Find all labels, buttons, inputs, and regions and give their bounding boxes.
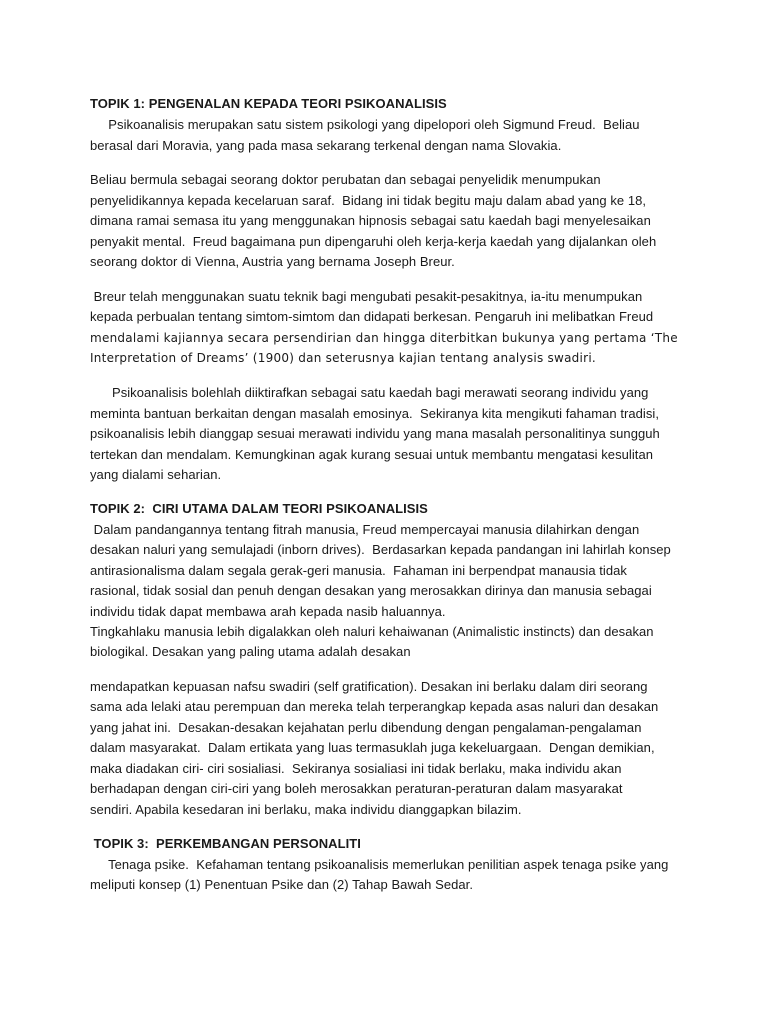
topic-1-heading: TOPIK 1: PENGENALAN KEPADA TEORI PSIKOANALISIS (90, 96, 447, 111)
paragraph-line: psikoanalisis lebih dianggap sesuai merawati individu yang mana masalah personalitinya sungguh (90, 426, 660, 441)
paragraph-line: kepada perbualan tentang simtom-simtom dan didapati berkesan. Pengaruh ini melibatkan Freud (90, 309, 654, 324)
paragraph-line: dalam masyarakat. Dalam ertikata yang luas termasuklah juga kekeluargaan. Dengan demikian, (90, 740, 655, 755)
paragraph-line: Dalam pandangannya tentang fitrah manusia, Freud mempercayai manusia dilahirkan dengan (90, 522, 640, 537)
paragraph-line: meliputi konsep (1) Penentuan Psike dan (2) Tahap Bawah Sedar. (90, 877, 473, 892)
paragraph-line: Psikoanalisis merupakan satu sistem psikologi yang dipelopori oleh Sigmund Freud. Beliau (90, 117, 640, 132)
paragraph-line: Tingkahlaku manusia lebih digalakkan oleh naluri kehaiwanan (Animalistic instincts) dan desakan (90, 624, 654, 639)
paragraph-line: rasional, tidak sosial dan penuh dengan desakan yang merosakkan dirinya dan manusia sebagai (90, 583, 652, 598)
paragraph-line: seorang doktor di Vienna, Austria yang bernama Joseph Breur. (90, 254, 455, 269)
paragraph-line: maka diadakan ciri- ciri sosialiasi. Sekiranya sosialiasi ini tidak berlaku, maka individu akan (90, 761, 622, 776)
paragraph-line: meminta bantuan berkaitan dengan masalah emosinya. Sekiranya kita mengikuti fahaman tradisi, (90, 406, 660, 421)
paragraph-line: Tenaga psike. Kefahaman tentang psikoanalisis memerlukan penilitian aspek tenaga psike yang (90, 857, 669, 872)
topic-3-heading: TOPIK 3: PERKEMBANGAN PERSONALITI (90, 836, 361, 851)
paragraph-line: yang jahat ini. Desakan-desakan kejahatan perlu dibendung dengan pengalaman-pengalaman (90, 720, 642, 735)
paragraph-line: penyelidikannya kepada kecelaruan saraf. Bidang ini tidak begitu maju dalam abad yang ke 18, (90, 193, 647, 208)
paragraph-line: Beliau bermula sebagai seorang doktor perubatan dan sebagai penyelidik menumpukan (90, 172, 601, 187)
paragraph-line: Interpretation of Dreams’ (1900) dan seterusnya kajian tentang analysis swadiri. (90, 351, 596, 365)
paragraph-line: penyakit mental. Freud bagaimana pun dipengaruhi oleh kerja-kerja kaedah yang dijalankan oleh (90, 234, 657, 249)
paragraph-line: berasal dari Moravia, yang pada masa sekarang terkenal dengan nama Slovakia. (90, 138, 562, 153)
paragraph-line: biologikal. Desakan yang paling utama adalah desakan (90, 644, 411, 659)
paragraph-line: desakan naluri yang semulajadi (inborn drives). Berdasarkan kepada pandangan ini lahirlah konsep (90, 542, 671, 557)
paragraph-line: antirasionalisma dalam segala gerak-geri manusia. Fahaman ini berpendpat manausia tidak (90, 563, 627, 578)
paragraph-line: mendalami kajiannya secara persendirian dan hingga diterbitkan bukunya yang pertama ‘The (90, 331, 678, 345)
paragraph-line: yang dialami seharian. (90, 467, 222, 482)
topic-2-heading: TOPIK 2: CIRI UTAMA DALAM TEORI PSIKOANALISIS (90, 501, 428, 516)
paragraph-line: individu tidak dapat membawa arah kepada nasib haluannya. (90, 604, 446, 619)
paragraph-line: berhadapan dengan ciri-ciri yang boleh merosakkan peraturan-peraturan dalam masyarakat (90, 781, 623, 796)
paragraph-line: Breur telah menggunakan suatu teknik bagi mengubati pesakit-pesakitnya, ia-itu menumpukan (90, 289, 643, 304)
paragraph-line: tertekan dan mendalam. Kemungkinan agak kurang sesuai untuk membantu mengatasi kesulitan (90, 447, 654, 462)
paragraph-line: mendapatkan kepuasan nafsu swadiri (self gratification). Desakan ini berlaku dalam diri seorang (90, 679, 648, 694)
paragraph-line: dimana ramai semasa itu yang menggunakan hipnosis sebagai satu kaedah bagi menyelesaikan (90, 213, 651, 228)
paragraph-line: sendiri. Apabila kesedaran ini berlaku, maka individu dianggapkan bilazim. (90, 802, 522, 817)
paragraph-line: Psikoanalisis bolehlah diiktirafkan sebagai satu kaedah bagi merawati seorang individu yang (90, 385, 649, 400)
paragraph-line: sama ada lelaki atau perempuan dan mereka telah terperangkap kepada asas naluri dan desakan (90, 699, 659, 714)
